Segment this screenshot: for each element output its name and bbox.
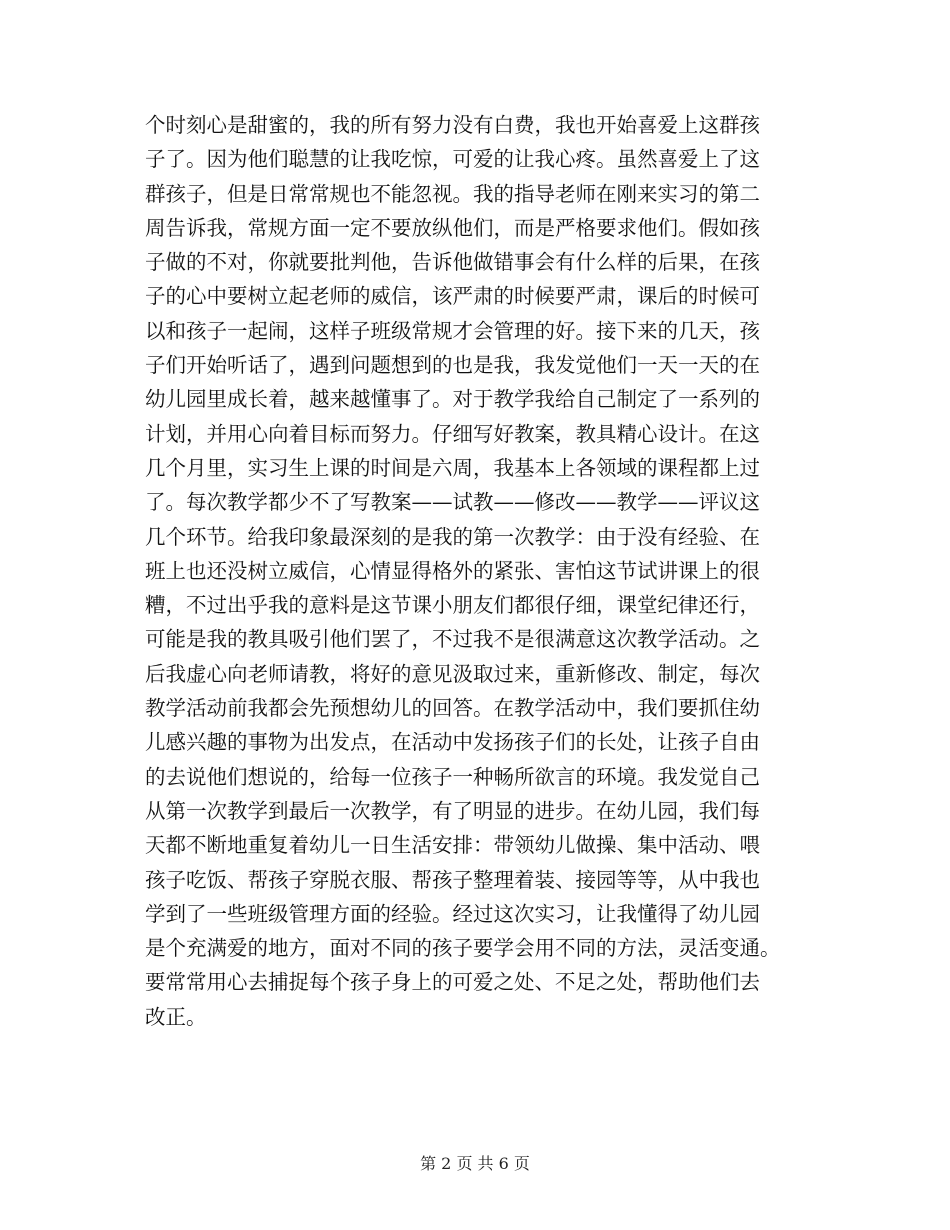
text-line: 以和孩子一起闹，这样子班级常规才会管理的好。接下来的几天，孩 — [145, 318, 760, 343]
text-line: 几个月里，实习生上课的时间是六周，我基本上各领域的课程都上过 — [145, 455, 760, 480]
text-line: 班上也还没树立威信，心情显得格外的紧张、害怕这节试讲课上的很 — [145, 558, 760, 583]
text-line: 的去说他们想说的，给每一位孩子一种畅所欲言的环境。我发觉自己 — [145, 764, 760, 789]
text-line: 教学活动前我都会先预想幼儿的回答。在教学活动中，我们要抓住幼 — [145, 696, 760, 721]
text-line: 周告诉我，常规方面一定不要放纵他们，而是严格要求他们。假如孩 — [145, 215, 760, 240]
text-line: 孩子吃饭、帮孩子穿脱衣服、帮孩子整理着装、接园等等，从中我也 — [145, 867, 760, 892]
text-line: 个时刻心是甜蜜的，我的所有努力没有白费，我也开始喜爱上这群孩 — [145, 113, 760, 137]
body-text — [145, 108, 815, 1034]
text-line: 糟，不过出乎我的意料是这节课小朋友们都很仔细，课堂纪律还行， — [145, 593, 760, 618]
text-line: 几个环节。给我印象最深刻的是我的第一次教学：由于没有经验、在 — [145, 524, 760, 549]
text-line: 后我虚心向老师请教，将好的意见汲取过来，重新修改、制定，每次 — [145, 661, 760, 686]
text-line: 了。每次教学都少不了写教案——试教——修改——教学——评议这 — [145, 490, 760, 515]
text-line: 子的心中要树立起老师的威信，该严肃的时候要严肃，课后的时候可 — [145, 284, 760, 309]
text-line: 天都不断地重复着幼儿一日生活安排：带领幼儿做操、集中活动、喂 — [145, 833, 760, 858]
text-line: 子们开始听话了，遇到问题想到的也是我，我发觉他们一天一天的在 — [145, 353, 760, 378]
text-line: 改正。 — [145, 1004, 207, 1029]
text-line: 从第一次教学到最后一次教学，有了明显的进步。在幼儿园，我们每 — [145, 798, 760, 823]
text-line: 是个充满爱的地方，面对不同的孩子要学会用不同的方法，灵活变通。 — [145, 936, 781, 961]
text-line: 儿感兴趣的事物为出发点，在活动中发扬孩子们的长处，让孩子自由 — [145, 730, 760, 755]
page-number-footer: 第 2 页 共 6 页 — [420, 1154, 530, 1173]
text-line: 幼儿园里成长着，越来越懂事了。对于教学我给自己制定了一系列的 — [145, 387, 760, 412]
text-line: 子做的不对，你就要批判他，告诉他做错事会有什么样的后果，在孩 — [145, 250, 760, 275]
text-line: 可能是我的教具吸引他们罢了，不过我不是很满意这次教学活动。之 — [145, 627, 760, 652]
text-line: 学到了一些班级管理方面的经验。经过这次实习，让我懂得了幼儿园 — [145, 901, 760, 926]
text-line: 要常常用心去捕捉每个孩子身上的可爱之处、不足之处，帮助他们去 — [145, 970, 760, 995]
text-line: 计划，并用心向着目标而努力。仔细写好教案，教具精心设计。在这 — [145, 421, 760, 446]
text-line: 群孩子，但是日常常规也不能忽视。我的指导老师在刚来实习的第二 — [145, 181, 760, 206]
text-line: 子了。因为他们聪慧的让我吃惊，可爱的让我心疼。虽然喜爱上了这 — [145, 147, 760, 172]
